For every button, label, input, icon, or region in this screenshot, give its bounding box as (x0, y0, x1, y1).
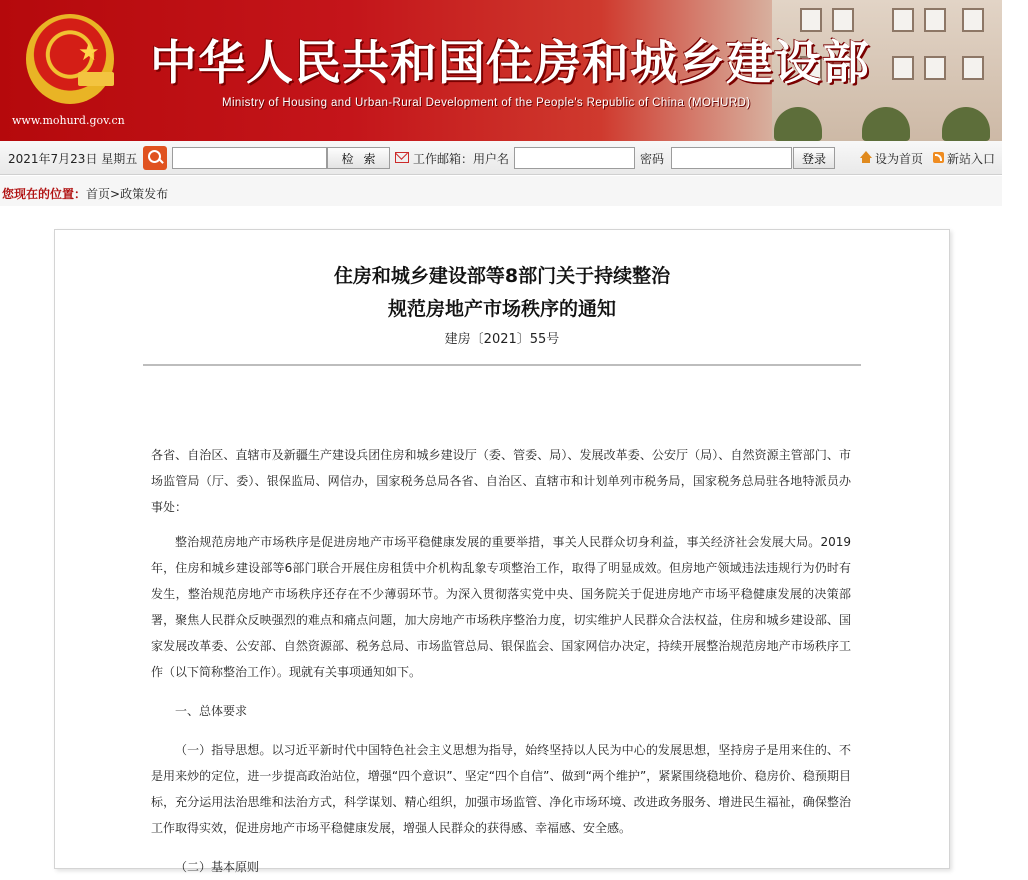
set-homepage-link[interactable]: 设为首页 (875, 152, 924, 166)
title-divider (143, 364, 861, 366)
site-title-cn: 中华人民共和国住房和城乡建设部 (150, 36, 870, 91)
current-date: 2021年7月23日 星期五 (8, 152, 138, 166)
breadcrumb (0, 176, 1002, 206)
site-title-en: Ministry of Housing and Urban-Rural Development of the People's Republic of China (MOHURD) (222, 97, 751, 109)
national-emblem-icon: ★ (26, 14, 114, 104)
addressee-paragraph: 各省、自治区、直辖市及新疆生产建设兵团住房和城乡建设厅（委、管委、局）、发展改革委、公安厅（局）、自然资源主管部门、市场监管局（厅、委）、银保监局、网信办，国家税务总局各省、自治区、直辖市和计划单列市税务局，国家税务总局驻各地特派员办事处： (151, 448, 851, 514)
new-site-link[interactable]: 新站入口 (947, 152, 996, 166)
search-icon[interactable] (143, 146, 167, 170)
breadcrumb-current-link[interactable]: 政策发布 (120, 187, 169, 201)
article-body (151, 442, 851, 880)
password-label: 密码 (640, 152, 665, 166)
article-panel (54, 229, 950, 874)
search-button[interactable]: 检索 (327, 147, 390, 169)
top-toolbar (0, 141, 1002, 175)
rss-icon (933, 152, 944, 163)
site-url: www.mohurd.gov.cn (12, 114, 125, 127)
section-heading-principles: （二）基本原则 (175, 860, 260, 874)
breadcrumb-label: 您现在的位置： (2, 187, 87, 201)
login-button[interactable]: 登录 (793, 147, 835, 169)
section-heading-general: 一、总体要求 (175, 704, 248, 718)
breadcrumb-separator: > (110, 187, 121, 201)
home-icon (860, 151, 872, 158)
document-number: 建房〔2021〕55号 (444, 332, 560, 347)
search-input[interactable] (172, 147, 327, 169)
password-input[interactable] (671, 147, 792, 169)
mail-icon (395, 152, 409, 163)
intro-paragraph: 整治规范房地产市场秩序是促进房地产市场平稳健康发展的重要举措，事关人民群众切身利益，事关经济社会发展大局。2019年，住房和城乡建设部等6部门联合开展住房租赁中介机构乱象专项整治工作，取得了明显成效。但房地产领域违法违规行为仍时有发生，整治规范房地产市场秩序还存在不少薄弱环节。为深入贯彻落实党中央、国务院关于促进房地产市场平稳健康发展的决策部署，聚焦人民群众反映强烈的难点和痛点问题，加大房地产市场秩序整治力度，切实维护人民群众合法权益，住房和城乡建设部、国家发展改革委、公安部、自然资源部、税务总局、市场监管总局、银保监会、国家网信办决定，持续开展整治规范房地产市场秩序工作（以下简称整治工作）。现就有关事项通知如下。 (151, 535, 851, 679)
breadcrumb-home-link[interactable]: 首页 (86, 187, 111, 201)
article-title-line-1: 住房和城乡建设部等8部门关于持续整治 (333, 265, 671, 287)
site-header-banner (0, 0, 1002, 141)
article-title-line-2: 规范房地产市场秩序的通知 (387, 298, 616, 320)
mail-username-label: 工作邮箱：用户名 (413, 152, 510, 166)
username-input[interactable] (514, 147, 635, 169)
guiding-ideology-paragraph: （一）指导思想。以习近平新时代中国特色社会主义思想为指导，始终坚持以人民为中心的发展思想，坚持房子是用来住的、不是用来炒的定位，进一步提高政治站位，增强“四个意识”、坚定“四个自信”、做到“两个维护”，紧紧围绕稳地价、稳房价、稳预期目标，充分运用法治思维和法治方式，科学谋划、精心组织，加强市场监管、净化市场环境、改进政务服务、增进民生福祉，确保整治工作取得实效，促进房地产市场平稳健康发展，增强人民群众的获得感、幸福感、安全感。 (151, 743, 851, 835)
